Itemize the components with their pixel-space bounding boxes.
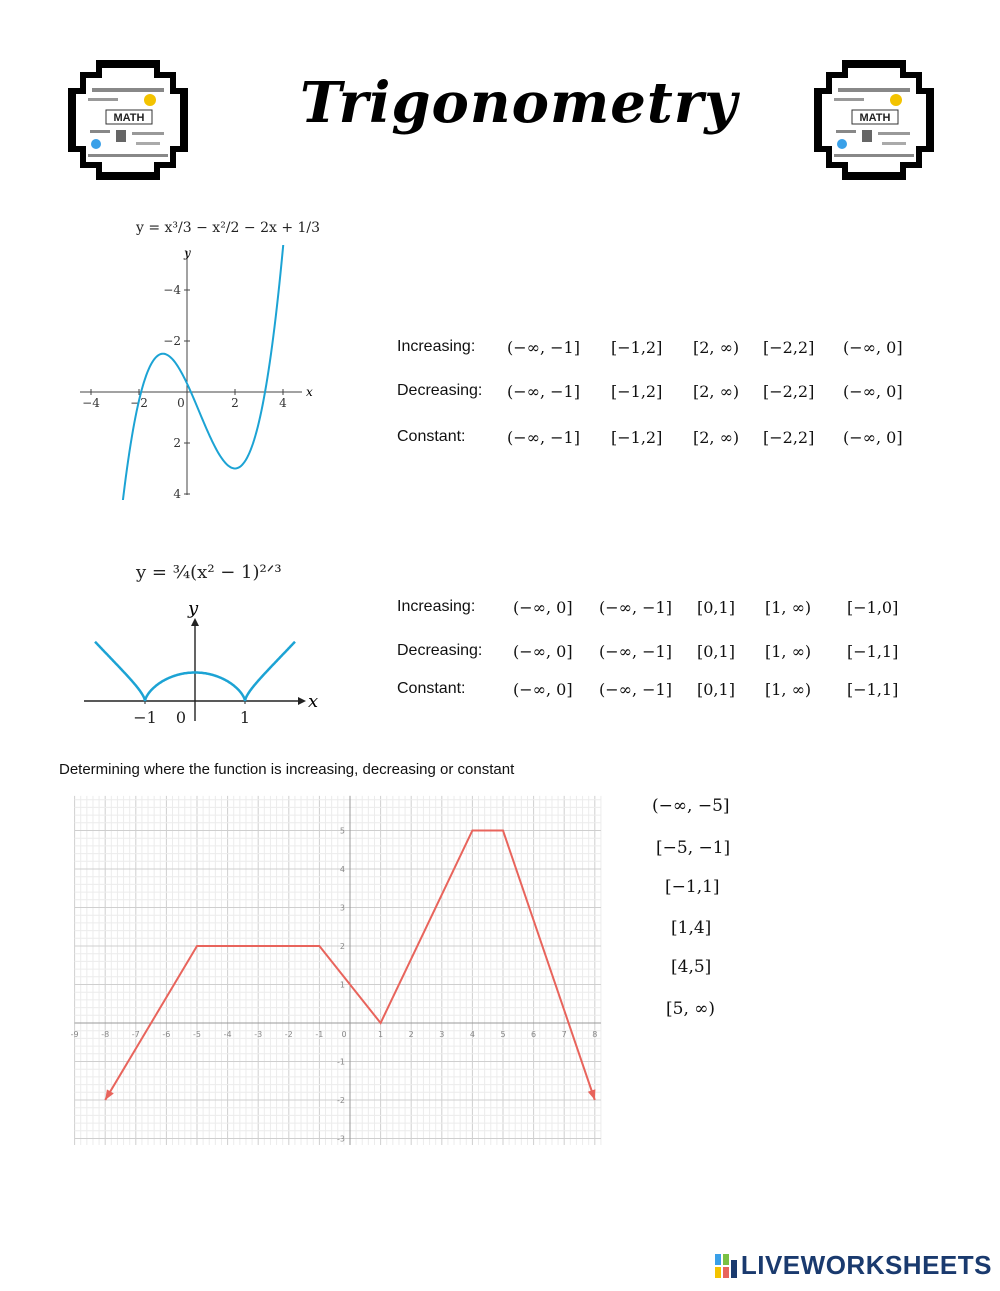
graph3-y-tick-label: -3 (337, 1134, 345, 1144)
graph3-answer-list (652, 796, 772, 1021)
liveworksheets-brand: LIVEWORKSHEETS (715, 1250, 992, 1281)
graph3-x-tick-label: 5 (500, 1030, 506, 1039)
graph1-option[interactable]: [−2,2] (763, 337, 815, 357)
graph2-row-label: Decreasing: (397, 642, 483, 659)
graph1-y-label: y (184, 246, 191, 260)
graph1-option[interactable]: (−∞, 0] (843, 427, 903, 447)
graph2-option[interactable]: (−∞, −1] (599, 597, 672, 617)
graph2-option[interactable]: [1, ∞) (765, 597, 812, 617)
graph3-answer[interactable]: [5, ∞) (666, 999, 716, 1019)
graph3-y-tick-label: -1 (337, 1057, 345, 1067)
graph1-option[interactable]: [−2,2] (763, 381, 815, 401)
graph2-x-tick-label: 1 (239, 708, 251, 726)
graph2-option[interactable]: [0,1] (697, 679, 735, 699)
graph1-y-tick-label: −2 (163, 334, 181, 348)
graph3-answer[interactable]: (−∞, −5] (652, 796, 730, 816)
graph1-option[interactable]: [2, ∞) (693, 381, 740, 401)
graph2-options (397, 596, 957, 700)
graph2-row-constant (397, 678, 957, 700)
graph3-y-tick-label: 2 (339, 942, 345, 951)
graph2-option[interactable]: [0,1] (697, 641, 735, 661)
graph1-option[interactable]: (−∞, −1] (507, 337, 580, 357)
graph3-answer[interactable]: [−1,1] (665, 877, 720, 897)
graph3-x-tick-label: -6 (162, 1030, 171, 1039)
graph2-cusp-plot (84, 598, 334, 726)
graph2-y-arrow (191, 618, 199, 626)
graph3-x-tick-label: 3 (439, 1030, 445, 1039)
graph1-option[interactable]: [2, ∞) (693, 427, 740, 447)
graph2-row-label: Increasing: (397, 598, 476, 615)
graph2-option[interactable]: (−∞, −1] (599, 679, 672, 699)
graph2-x-label: x (308, 691, 319, 712)
graph3-y-tick-label: 3 (339, 903, 345, 913)
graph1-option[interactable]: (−∞, −1] (507, 427, 580, 447)
graph2-option[interactable]: (−∞, 0] (513, 597, 573, 617)
graph3-x-tick-label: 7 (561, 1030, 567, 1039)
graph1-option[interactable]: (−∞, 0] (843, 381, 903, 401)
graph3-y-tick-label: 4 (339, 865, 345, 874)
graph2-option[interactable]: [1, ∞) (765, 641, 812, 661)
graph3-x-tick-label: -8 (101, 1030, 110, 1039)
graph2-option[interactable]: (−∞, 0] (513, 641, 573, 661)
math-logo-left (66, 58, 190, 182)
graph1-option[interactable]: [−1,2] (611, 381, 663, 401)
graph3-x-tick-label: -5 (193, 1030, 201, 1039)
graph1-option[interactable]: (−∞, 0] (843, 337, 903, 357)
graph3-answer[interactable]: [4,5] (671, 957, 712, 977)
graph3-x-tick-label: 2 (408, 1030, 414, 1039)
graph2-equation: y = ¾(x² − 1)²ᐟ³ (136, 562, 282, 583)
graph1-options (397, 336, 957, 448)
graph3-instruction: Determining where the function is increasing, decreasing or constant (59, 761, 515, 778)
graph3-answer[interactable]: [−5, −1] (656, 838, 731, 858)
graph2-row-label: Constant: (397, 680, 466, 697)
graph2-row-decreasing (397, 640, 957, 662)
graph2-option[interactable]: (−∞, −1] (599, 641, 672, 661)
graph3-x-tick-label: 8 (592, 1030, 598, 1039)
graph2-option[interactable]: [−1,0] (847, 597, 899, 617)
graph2-x-tick-label: 0 (175, 708, 187, 726)
graph1-equation: y = x³/3 − x²/2 − 2x + 1/3 (136, 220, 321, 236)
graph3-x-tick-label: -1 (315, 1030, 324, 1039)
math-logo-right (812, 58, 936, 182)
graph2-option[interactable]: (−∞, 0] (513, 679, 573, 699)
svg-text:MATH: MATH (113, 112, 145, 124)
graph1-curve (122, 245, 288, 500)
graph1-x-tick-label: 0 (177, 396, 185, 410)
graph1-row-label: Constant: (397, 428, 466, 445)
graph1-row-label: Increasing: (397, 338, 476, 355)
svg-text:MATH: MATH (859, 112, 891, 124)
graph1-y-tick-label: −4 (163, 283, 181, 297)
graph3-arrow-left (105, 1089, 114, 1100)
graph1-option[interactable]: [−1,2] (611, 337, 663, 357)
graph3-x-tick-label: 0 (341, 1030, 347, 1039)
graph2-x-tick-label: −1 (133, 708, 157, 726)
graph1-x-tick-label: 4 (279, 396, 287, 410)
graph2-y-label: y (188, 598, 199, 619)
graph1-x-tick-label: 2 (231, 396, 239, 410)
graph3-x-tick-label: -4 (223, 1030, 232, 1039)
graph2-option[interactable]: [−1,1] (847, 679, 899, 699)
graph3-y-tick-label: 1 (339, 980, 345, 990)
graph1-row-label: Decreasing: (397, 382, 483, 399)
graph1-y-tick-label: 2 (173, 436, 181, 450)
graph1-option[interactable]: [−2,2] (763, 427, 815, 447)
graph3-x-tick-label: -9 (70, 1030, 79, 1039)
liveworksheets-logo-icon (715, 1254, 737, 1278)
graph1-option[interactable]: (−∞, −1] (507, 381, 580, 401)
graph3-x-tick-label: -3 (254, 1030, 263, 1039)
graph2-x-arrow (298, 697, 306, 705)
graph1-option[interactable]: [−1,2] (611, 427, 663, 447)
graph3-y-tick-label: 5 (339, 826, 345, 836)
graph3-answer[interactable]: [1,4] (671, 918, 712, 938)
graph1-option[interactable]: [2, ∞) (693, 337, 740, 357)
graph3-x-tick-label: 6 (531, 1030, 537, 1039)
graph3-x-tick-label: -7 (131, 1030, 140, 1039)
graph2-option[interactable]: [1, ∞) (765, 679, 812, 699)
graph1-x-label: x (306, 385, 313, 399)
graph1-x-tick-label: −4 (82, 396, 100, 410)
graph1-row-increasing (397, 336, 957, 358)
graph3-piecewise-plot (70, 795, 628, 1145)
graph3-x-tick-label: 1 (378, 1030, 384, 1039)
graph2-row-increasing (397, 596, 957, 618)
graph3-y-tick-label: -2 (337, 1096, 345, 1105)
graph2-option[interactable]: [−1,1] (847, 641, 899, 661)
graph1-row-decreasing (397, 380, 957, 402)
graph1-y-tick-label: 4 (173, 487, 181, 500)
graph1-row-constant (397, 426, 957, 448)
page-title: Trigonometry (300, 70, 738, 136)
graph3-x-tick-label: 4 (469, 1030, 475, 1039)
graph1-cubic-plot (70, 245, 320, 500)
graph2-option[interactable]: [0,1] (697, 597, 735, 617)
graph1-x-tick-label: −2 (130, 396, 148, 410)
graph3-x-tick-label: -2 (284, 1030, 293, 1039)
